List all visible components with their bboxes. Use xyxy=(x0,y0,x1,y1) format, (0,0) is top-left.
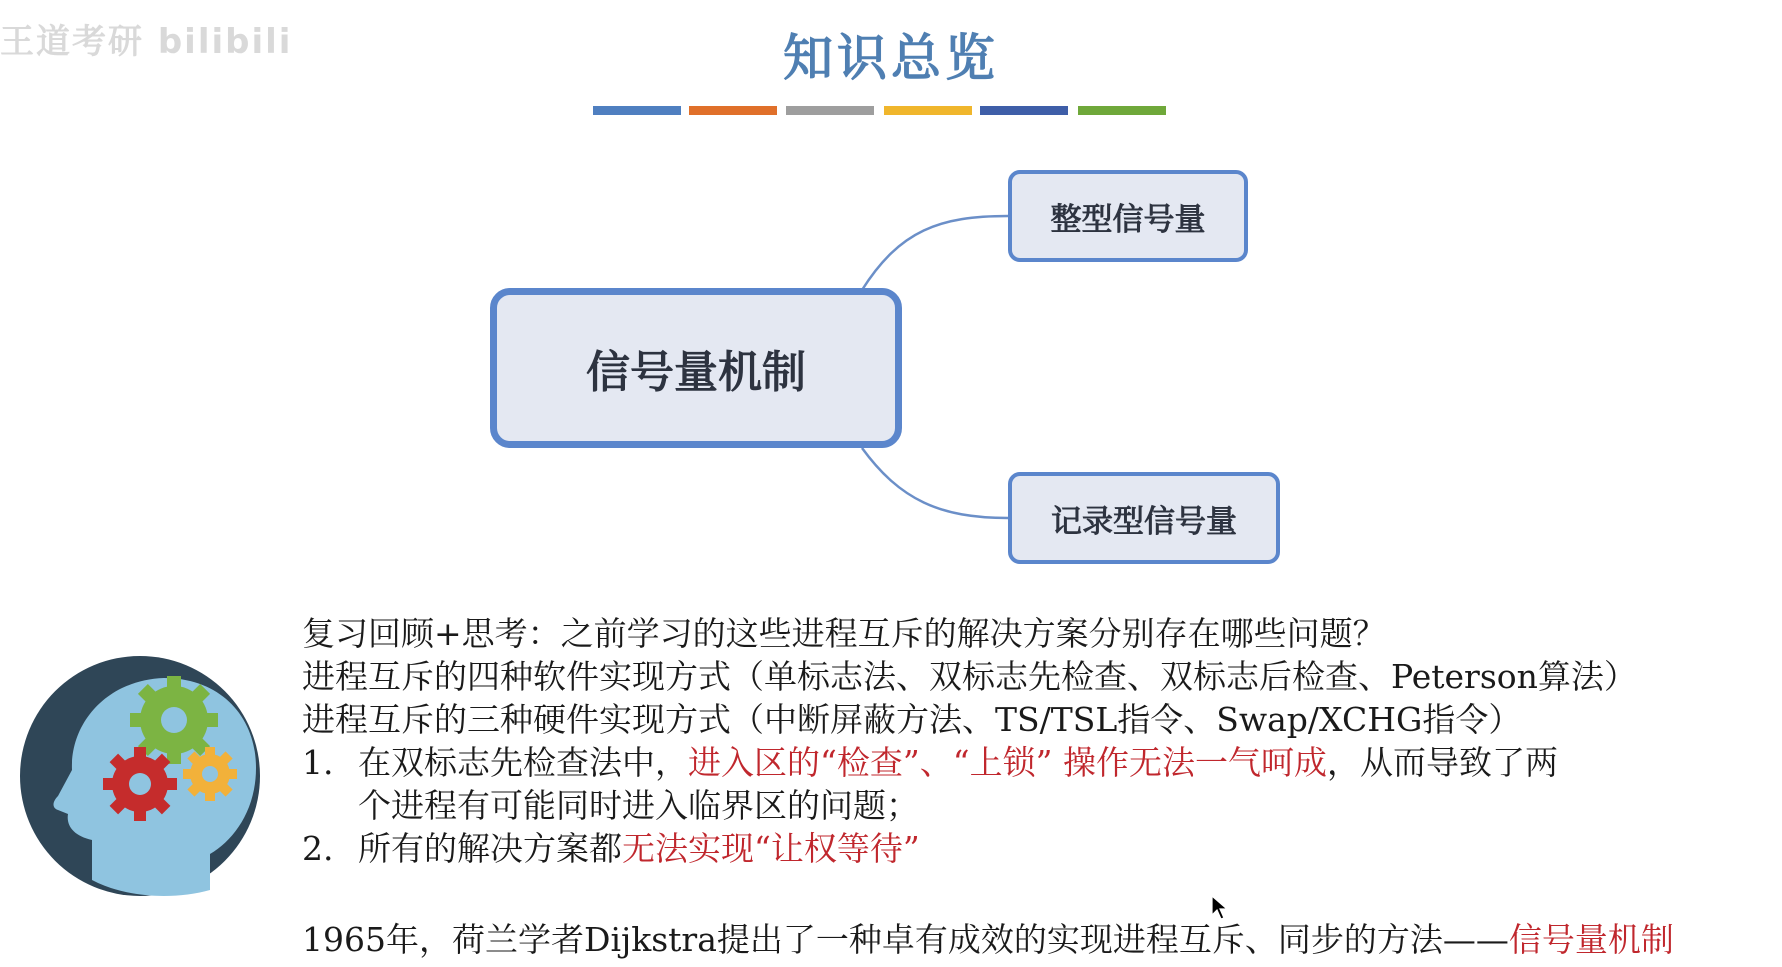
item2-pre: 所有的解决方案都 xyxy=(358,829,622,868)
item2-highlight: 无法实现“让权等待” xyxy=(622,829,920,868)
software-methods-line: 进程互斥的四种软件实现方式（单标志法、双标志先检查、双标志后检查、Peterson算法） xyxy=(302,657,1637,696)
mouse-cursor-icon xyxy=(1211,895,1229,921)
connector-top xyxy=(862,216,1008,290)
final-pre: 1965年，荷兰学者Dijkstra提出了一种卓有成效的实现进程互斥、同步的方法—— xyxy=(302,920,1509,959)
dijkstra-statement xyxy=(302,918,1674,961)
mindmap-node-integer-semaphore[interactable]: 整型信号量 xyxy=(1008,170,1248,262)
list-item-2 xyxy=(302,827,1772,870)
gear-red-icon xyxy=(103,747,177,821)
item1-pre: 在双标志先检查法中， xyxy=(358,743,688,782)
watermark-logo: 王道考研 bilibili xyxy=(0,22,293,62)
mindmap-center-node[interactable]: 信号量机制 xyxy=(490,288,902,448)
final-highlight: 信号量机制 xyxy=(1508,920,1674,959)
list-number-1: 1. xyxy=(302,743,334,782)
connector-bottom xyxy=(862,448,1008,518)
hardware-methods-line: 进程互斥的三种硬件实现方式（中断屏蔽方法、TS/TSL指令、Swap/XCHG指令） xyxy=(302,700,1522,739)
list-item-1-continuation: 个进程有可能同时进入临界区的问题； xyxy=(358,786,919,825)
review-question: 复习回顾+思考：之前学习的这些进程互斥的解决方案分别存在哪些问题？ xyxy=(302,614,1386,653)
list-number-2: 2. xyxy=(302,829,334,868)
gear-yellow-icon xyxy=(183,747,237,801)
item1-post: ，从而导致了两 xyxy=(1326,743,1558,782)
thinking-head-gears-icon xyxy=(14,650,266,896)
review-text-block xyxy=(302,612,1772,870)
list-item-1 xyxy=(302,741,1772,784)
mindmap-node-record-semaphore[interactable]: 记录型信号量 xyxy=(1008,472,1280,564)
item1-highlight: 进入区的“检查”、“上锁” 操作无法一气呵成 xyxy=(688,743,1327,782)
page-title: 知识总览 xyxy=(783,28,999,87)
